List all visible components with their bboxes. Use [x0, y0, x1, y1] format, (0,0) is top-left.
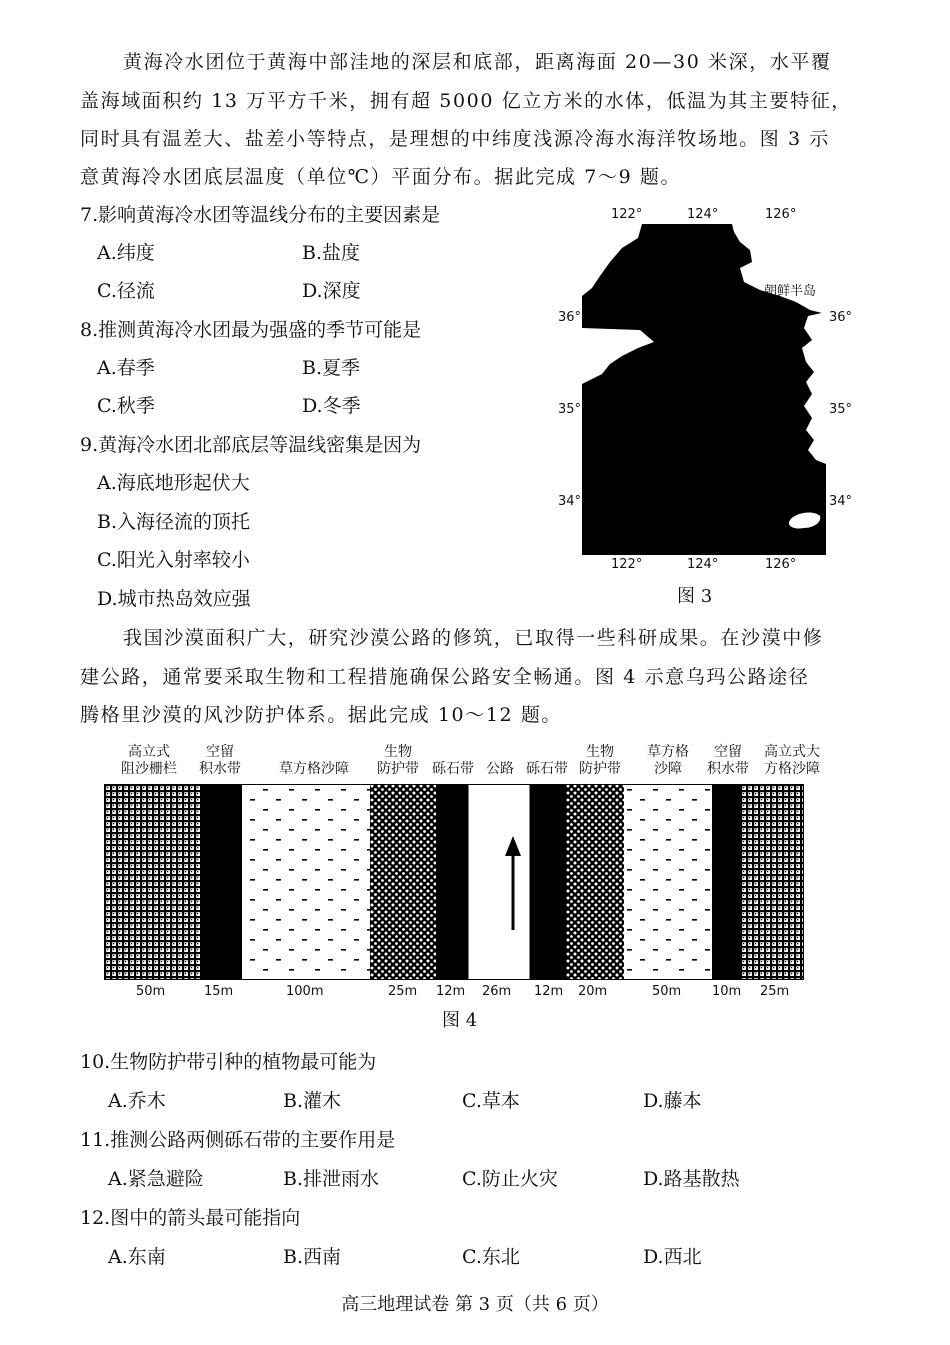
place-label-korea: 朝鲜半岛	[764, 284, 817, 299]
zone-bio-left	[370, 784, 436, 980]
passage-1-line: 意黄海冷水团底层温度（单位℃）平面分布。据此完成 7～9 题。	[80, 166, 682, 188]
zone-bio-right	[566, 784, 624, 980]
lat-label-left: 36°	[558, 310, 582, 325]
option-c: C.径流	[97, 280, 155, 302]
option-d: D.深度	[302, 280, 361, 302]
zone-label: 空留 积水带	[707, 744, 749, 777]
width-label: 15m	[204, 984, 234, 999]
yellow-sea-map	[582, 224, 826, 555]
zone-label: 高立式 阻沙栅栏	[121, 744, 177, 777]
option-b: B.西南	[283, 1246, 342, 1268]
zone-label: 生物 防护带	[579, 744, 621, 777]
question-stem: 7.影响黄海冷水团等温线分布的主要因素是	[80, 204, 441, 226]
page-footer: 高三地理试卷 第 3 页（共 6 页）	[341, 1294, 609, 1315]
zone-straw-right	[624, 784, 712, 980]
zone-fence-left	[104, 784, 200, 980]
width-label: 12m	[534, 984, 564, 999]
width-label: 50m	[652, 984, 682, 999]
lat-label-right: 36°	[829, 310, 853, 325]
width-label: 20m	[578, 984, 608, 999]
width-label: 10m	[712, 984, 742, 999]
option-a: A.紧急避险	[108, 1168, 204, 1190]
option-d: D.城市热岛效应强	[97, 588, 251, 610]
zone-road	[468, 784, 530, 980]
zone-label: 草方格 沙障	[647, 744, 689, 777]
option-d: D.西北	[643, 1246, 702, 1268]
figure-3-caption: 图 3	[677, 586, 713, 607]
zone-label: 砾石带	[526, 761, 568, 777]
lon-label-bottom: 124°	[687, 557, 719, 572]
option-d: D.路基散热	[643, 1168, 740, 1190]
passage-2-line: 我国沙漠面积广大，研究沙漠公路的修筑，已取得一些科研成果。在沙漠中修	[123, 627, 824, 649]
lat-label-right: 34°	[829, 494, 853, 509]
zone-gravel-right	[530, 784, 566, 980]
option-a: A.乔木	[108, 1090, 166, 1112]
option-c: C.草本	[462, 1090, 520, 1112]
zone-label: 高立式大 方格沙障	[764, 744, 820, 777]
question-stem: 10.生物防护带引种的植物最可能为	[80, 1051, 377, 1073]
lat-label-left: 34°	[558, 494, 582, 509]
lon-label-top: 122°	[611, 207, 643, 222]
width-label: 100m	[286, 984, 324, 999]
lon-label-bottom: 122°	[611, 557, 643, 572]
option-c: C.阳光入射率较小	[97, 549, 250, 571]
zone-water-right	[712, 784, 740, 980]
option-b: B.盐度	[302, 242, 361, 264]
width-label: 25m	[388, 984, 418, 999]
width-label: 26m	[482, 984, 512, 999]
zone-gravel-left	[436, 784, 468, 980]
lat-label-right: 35°	[829, 402, 853, 417]
option-d: D.藤本	[643, 1090, 702, 1112]
option-a: A.海底地形起伏大	[97, 472, 250, 494]
zone-label: 公路	[486, 761, 514, 777]
option-b: B.排泄雨水	[283, 1168, 380, 1190]
option-b: B.灌木	[283, 1090, 342, 1112]
question-stem: 8.推测黄海冷水团最为强盛的季节可能是	[80, 319, 422, 341]
question-stem: 11.推测公路两侧砾石带的主要作用是	[80, 1129, 396, 1151]
zone-label: 空留 积水带	[199, 744, 241, 777]
lat-label-left: 35°	[558, 402, 582, 417]
passage-1-line: 同时具有温差大、盐差小等特点，是理想的中纬度浅源冷海水海洋牧场地。图 3 示	[80, 128, 830, 150]
option-a: A.东南	[108, 1246, 166, 1268]
passage-2-line: 建公路，通常要采取生物和工程措施确保公路安全畅通。图 4 示意乌玛公路途径	[80, 666, 810, 688]
sand-protection-diagram	[104, 784, 804, 980]
option-b: B.入海径流的顶托	[97, 511, 251, 533]
lon-label-bottom: 126°	[765, 557, 797, 572]
figure-4-caption: 图 4	[442, 1010, 478, 1031]
option-d: D.冬季	[302, 395, 361, 417]
option-a: A.纬度	[97, 242, 155, 264]
zone-label: 草方格沙障	[279, 761, 349, 777]
zone-fence-right	[740, 784, 804, 980]
option-c: C.秋季	[97, 395, 155, 417]
passage-1-line: 黄海冷水团位于黄海中部洼地的深层和底部，距离海面 20—30 米深，水平覆	[123, 51, 832, 73]
passage-1-line: 盖海域面积约 13 万平方千米，拥有超 5000 亿立方米的水体，低温为其主要特征，	[80, 90, 852, 112]
width-label: 50m	[136, 984, 166, 999]
option-b: B.夏季	[302, 357, 361, 379]
zone-label: 砾石带	[432, 761, 474, 777]
zone-straw-left	[242, 784, 370, 980]
lon-label-top: 124°	[687, 207, 719, 222]
width-label: 12m	[436, 984, 466, 999]
lon-label-top: 126°	[765, 207, 797, 222]
zone-label: 生物 防护带	[377, 744, 419, 777]
question-stem: 12.图中的箭头最可能指向	[80, 1207, 301, 1229]
option-c: C.防止火灾	[462, 1168, 558, 1190]
width-label: 25m	[760, 984, 790, 999]
question-stem: 9.黄海冷水团北部底层等温线密集是因为	[80, 434, 422, 456]
passage-2-line: 腾格里沙漠的风沙防护体系。据此完成 10～12 题。	[80, 704, 563, 726]
option-a: A.春季	[97, 357, 155, 379]
zone-water-left	[200, 784, 242, 980]
option-c: C.东北	[462, 1246, 520, 1268]
